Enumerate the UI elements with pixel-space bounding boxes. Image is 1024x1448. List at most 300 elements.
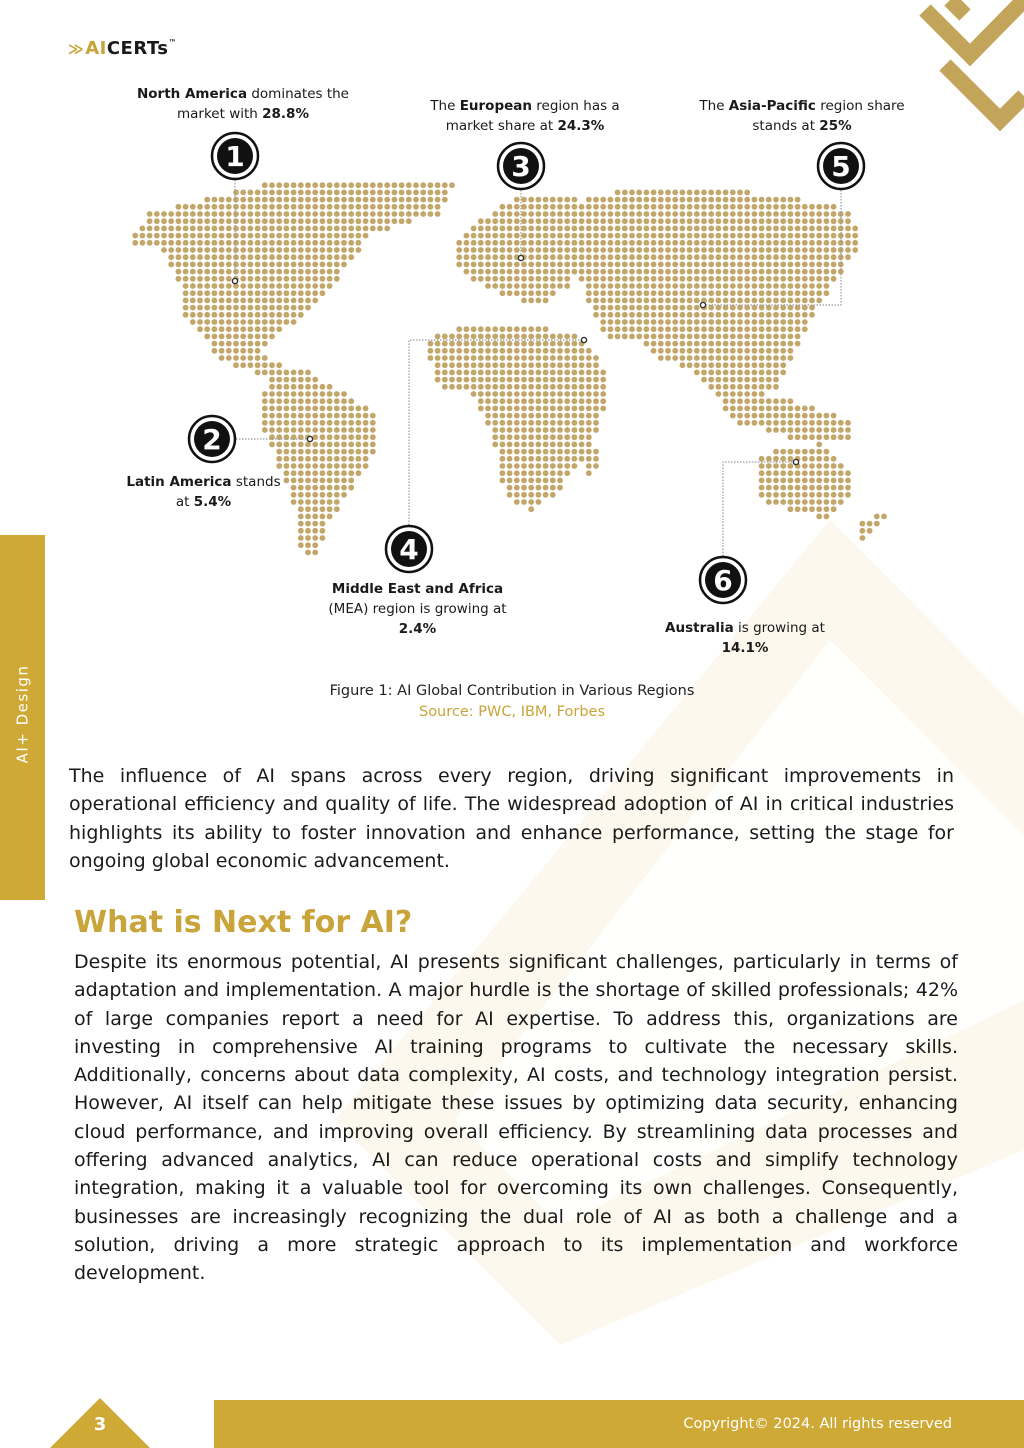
map-dot — [219, 211, 225, 217]
map-dot — [557, 334, 563, 340]
map-dot — [478, 384, 484, 390]
map-dot — [291, 262, 297, 268]
map-dot — [744, 370, 750, 376]
map-dot — [723, 391, 729, 397]
map-dot — [536, 283, 542, 289]
map-dot — [327, 478, 333, 484]
map-dot — [348, 420, 354, 426]
map-dot — [752, 211, 758, 217]
map-dot — [788, 262, 794, 268]
map-dot — [161, 218, 167, 224]
map-dot — [766, 406, 772, 412]
map-dot — [240, 211, 246, 217]
map-dot — [370, 204, 376, 210]
map-dot — [255, 312, 261, 318]
map-dot — [744, 334, 750, 340]
map-dot — [824, 506, 830, 512]
map-dot — [773, 384, 779, 390]
map-dot — [766, 269, 772, 275]
map-dot — [644, 319, 650, 325]
map-dot — [262, 204, 268, 210]
map-dot — [730, 211, 736, 217]
map-dot — [723, 406, 729, 412]
map-dot — [305, 262, 311, 268]
map-dot — [334, 499, 340, 505]
map-dot — [312, 485, 318, 491]
map-dot — [305, 233, 311, 239]
map-dot — [269, 254, 275, 260]
map-dot — [766, 485, 772, 491]
map-dot — [500, 463, 506, 469]
map-dot — [564, 197, 570, 203]
map-dot — [809, 240, 815, 246]
map-dot — [845, 427, 851, 433]
map-dot — [651, 269, 657, 275]
map-dot — [557, 434, 563, 440]
map-dot — [608, 262, 614, 268]
map-dot — [651, 305, 657, 311]
map-dot — [809, 449, 815, 455]
map-dot — [370, 413, 376, 419]
map-dot — [492, 442, 498, 448]
map-dot — [312, 262, 318, 268]
map-dot — [824, 254, 830, 260]
map-dot — [737, 283, 743, 289]
map-dot — [795, 283, 801, 289]
map-dot — [730, 341, 736, 347]
map-dot — [478, 341, 484, 347]
map-dot — [492, 341, 498, 347]
map-dot — [824, 434, 830, 440]
map-dot — [773, 197, 779, 203]
map-dot — [514, 442, 520, 448]
map-dot — [478, 348, 484, 354]
map-dot — [464, 334, 470, 340]
map-dot — [392, 211, 398, 217]
map-dot — [233, 362, 239, 368]
map-dot — [356, 449, 362, 455]
map-dot — [651, 262, 657, 268]
map-dot — [348, 204, 354, 210]
map-dot — [744, 197, 750, 203]
map-dot — [312, 391, 318, 397]
map-dot — [824, 240, 830, 246]
map-dot — [298, 499, 304, 505]
map-dot — [708, 355, 714, 361]
map-dot — [802, 233, 808, 239]
map-dot — [723, 190, 729, 196]
map-dot — [737, 190, 743, 196]
map-dot — [586, 204, 592, 210]
map-dot — [168, 240, 174, 246]
map-dot — [737, 398, 743, 404]
map-dot — [536, 276, 542, 282]
map-dot — [838, 485, 844, 491]
map-dot — [730, 204, 736, 210]
map-dot — [536, 442, 542, 448]
map-dot — [615, 218, 621, 224]
map-dot — [759, 391, 765, 397]
map-dot — [528, 298, 534, 304]
map-dot — [831, 478, 837, 484]
map-dot — [572, 240, 578, 246]
map-dot — [759, 204, 765, 210]
map-dot — [687, 190, 693, 196]
map-dot — [752, 406, 758, 412]
map-dot — [197, 283, 203, 289]
map-dot — [543, 442, 549, 448]
map-dot — [507, 478, 513, 484]
map-dot — [773, 233, 779, 239]
map-dot — [168, 262, 174, 268]
map-dot — [226, 233, 232, 239]
map-dot — [572, 377, 578, 383]
map-dot — [348, 442, 354, 448]
map-dot — [708, 204, 714, 210]
map-dot — [190, 226, 196, 232]
map-dot — [262, 312, 268, 318]
map-dot — [320, 506, 326, 512]
map-dot — [312, 377, 318, 383]
map-dot — [536, 478, 542, 484]
map-dot — [485, 218, 491, 224]
map-dot — [233, 305, 239, 311]
map-dot — [572, 463, 578, 469]
map-dot — [341, 398, 347, 404]
map-dot — [334, 276, 340, 282]
map-dot — [399, 182, 405, 188]
map-dot — [204, 211, 210, 217]
map-dot — [788, 204, 794, 210]
map-dot — [298, 370, 304, 376]
map-dot — [672, 341, 678, 347]
map-dot — [262, 262, 268, 268]
map-dot — [773, 413, 779, 419]
map-dot — [680, 276, 686, 282]
map-dot — [622, 204, 628, 210]
map-dot — [593, 269, 599, 275]
map-dot — [312, 420, 318, 426]
map-dot — [521, 470, 527, 476]
map-dot — [356, 463, 362, 469]
map-dot — [327, 449, 333, 455]
map-dot — [435, 211, 441, 217]
map-dot — [730, 413, 736, 419]
map-dot — [176, 211, 182, 217]
map-dot — [809, 211, 815, 217]
map-dot — [514, 269, 520, 275]
map-dot — [687, 348, 693, 354]
map-dot — [442, 190, 448, 196]
map-dot — [687, 298, 693, 304]
map-dot — [773, 240, 779, 246]
map-dot — [831, 204, 837, 210]
map-dot — [514, 326, 520, 332]
map-dot — [579, 348, 585, 354]
map-dot — [312, 535, 318, 541]
map-dot — [471, 377, 477, 383]
map-dot — [377, 204, 383, 210]
map-dot — [485, 355, 491, 361]
map-dot — [680, 233, 686, 239]
map-dot — [608, 247, 614, 253]
map-dot — [744, 355, 750, 361]
map-dot — [672, 334, 678, 340]
map-dot — [233, 334, 239, 340]
map-dot — [348, 240, 354, 246]
map-dot — [276, 456, 282, 462]
map-dot — [291, 182, 297, 188]
map-dot — [507, 449, 513, 455]
map-dot — [190, 305, 196, 311]
map-dot — [615, 276, 621, 282]
map-dot — [608, 298, 614, 304]
map-dot — [204, 326, 210, 332]
map-dot — [680, 262, 686, 268]
map-dot — [327, 413, 333, 419]
map-dot — [802, 298, 808, 304]
map-dot — [298, 413, 304, 419]
map-dot — [269, 197, 275, 203]
map-dot — [665, 190, 671, 196]
map-dot — [831, 506, 837, 512]
map-dot — [305, 298, 311, 304]
map-dot — [312, 247, 318, 253]
map-dot — [780, 290, 786, 296]
map-dot — [600, 233, 606, 239]
map-dot — [420, 182, 426, 188]
map-dot — [363, 197, 369, 203]
map-dot — [341, 262, 347, 268]
map-dot — [284, 456, 290, 462]
map-dot — [759, 485, 765, 491]
map-dot — [262, 290, 268, 296]
map-dot — [766, 420, 772, 426]
map-dot — [413, 197, 419, 203]
map-dot — [248, 348, 254, 354]
map-dot — [816, 434, 822, 440]
map-dot — [759, 326, 765, 332]
map-dot — [644, 262, 650, 268]
map-dot — [780, 348, 786, 354]
map-dot — [528, 427, 534, 433]
map-dot — [212, 226, 218, 232]
map-dot — [168, 211, 174, 217]
map-dot — [536, 384, 542, 390]
map-dot — [320, 218, 326, 224]
map-dot — [557, 463, 563, 469]
map-dot — [485, 334, 491, 340]
map-dot — [550, 470, 556, 476]
map-dot — [341, 247, 347, 253]
map-dot — [485, 269, 491, 275]
map-dot — [543, 326, 549, 332]
map-dot — [586, 254, 592, 260]
map-dot — [291, 305, 297, 311]
map-dot — [752, 398, 758, 404]
map-dot — [262, 197, 268, 203]
map-dot — [773, 290, 779, 296]
map-dot — [305, 190, 311, 196]
map-dot — [737, 420, 743, 426]
map-dot — [845, 420, 851, 426]
map-dot — [521, 434, 527, 440]
map-dot — [615, 254, 621, 260]
map-dot — [780, 233, 786, 239]
map-dot — [694, 348, 700, 354]
map-dot — [276, 312, 282, 318]
map-dot — [557, 384, 563, 390]
map-dot — [485, 348, 491, 354]
map-dot — [600, 319, 606, 325]
map-dot — [284, 420, 290, 426]
map-dot — [723, 355, 729, 361]
map-dot — [694, 298, 700, 304]
map-dot — [183, 298, 189, 304]
map-dot — [615, 298, 621, 304]
map-dot — [788, 456, 794, 462]
map-dot — [780, 254, 786, 260]
map-dot — [240, 355, 246, 361]
map-dot — [600, 312, 606, 318]
map-dot — [572, 420, 578, 426]
map-dot — [305, 283, 311, 289]
map-dot — [521, 427, 527, 433]
map-dot — [737, 240, 743, 246]
map-dot — [226, 348, 232, 354]
map-dot — [190, 276, 196, 282]
map-dot — [802, 485, 808, 491]
map-dot — [341, 197, 347, 203]
map-dot — [291, 190, 297, 196]
map-dot — [651, 276, 657, 282]
leader-endpoint — [518, 255, 523, 260]
map-dot — [219, 247, 225, 253]
map-dot — [356, 197, 362, 203]
map-dot — [665, 211, 671, 217]
map-dot — [312, 478, 318, 484]
map-dot — [564, 211, 570, 217]
map-dot — [536, 456, 542, 462]
map-dot — [190, 247, 196, 253]
map-dot — [723, 370, 729, 376]
map-dot — [341, 442, 347, 448]
map-dot — [615, 247, 621, 253]
map-dot — [759, 226, 765, 232]
map-dot — [672, 326, 678, 332]
map-dot — [723, 377, 729, 383]
map-dot — [651, 233, 657, 239]
map-dot — [564, 254, 570, 260]
map-dot — [665, 197, 671, 203]
map-dot — [780, 427, 786, 433]
map-dot — [572, 204, 578, 210]
map-dot — [557, 233, 563, 239]
map-dot — [312, 204, 318, 210]
map-dot — [312, 276, 318, 282]
map-dot — [766, 427, 772, 433]
map-dot — [636, 226, 642, 232]
map-dot — [514, 470, 520, 476]
map-dot — [773, 319, 779, 325]
map-dot — [701, 355, 707, 361]
map-dot — [730, 262, 736, 268]
map-dot — [824, 283, 830, 289]
map-dot — [276, 211, 282, 217]
map-dot — [276, 406, 282, 412]
map-dot — [168, 218, 174, 224]
map-dot — [831, 456, 837, 462]
map-dot — [651, 218, 657, 224]
map-dot — [528, 276, 534, 282]
map-dot — [183, 240, 189, 246]
map-dot — [636, 312, 642, 318]
map-dot — [557, 478, 563, 484]
map-dot — [320, 211, 326, 217]
map-dot — [622, 240, 628, 246]
map-dot — [240, 269, 246, 275]
map-dot — [831, 233, 837, 239]
map-dot — [449, 348, 455, 354]
map-dot — [521, 442, 527, 448]
map-dot — [276, 233, 282, 239]
map-dot — [507, 254, 513, 260]
map-dot — [528, 290, 534, 296]
map-dot — [586, 406, 592, 412]
map-dot — [262, 362, 268, 368]
map-dot — [773, 406, 779, 412]
map-dot — [428, 197, 434, 203]
map-dot — [514, 247, 520, 253]
map-dot — [788, 506, 794, 512]
map-dot — [320, 254, 326, 260]
map-dot — [838, 420, 844, 426]
map-dot — [276, 442, 282, 448]
map-dot — [608, 254, 614, 260]
map-dot — [759, 370, 765, 376]
map-dot — [694, 326, 700, 332]
map-dot — [672, 211, 678, 217]
map-dot — [262, 341, 268, 347]
map-dot — [572, 211, 578, 217]
map-dot — [291, 463, 297, 469]
map-dot — [262, 240, 268, 246]
map-dot — [212, 262, 218, 268]
map-dot — [608, 276, 614, 282]
map-dot — [464, 362, 470, 368]
map-dot — [759, 355, 765, 361]
map-dot — [176, 240, 182, 246]
map-dot — [492, 384, 498, 390]
map-dot — [543, 434, 549, 440]
map-dot — [780, 226, 786, 232]
map-dot — [788, 233, 794, 239]
map-dot — [708, 341, 714, 347]
map-dot — [219, 341, 225, 347]
map-dot — [528, 391, 534, 397]
map-dot — [226, 269, 232, 275]
map-dot — [701, 348, 707, 354]
map-dot — [363, 211, 369, 217]
map-dot — [629, 283, 635, 289]
map-dot — [428, 190, 434, 196]
map-dot — [579, 362, 585, 368]
map-dot — [586, 197, 592, 203]
map-dot — [644, 226, 650, 232]
map-dot — [262, 413, 268, 419]
map-dot — [334, 226, 340, 232]
map-dot — [233, 348, 239, 354]
